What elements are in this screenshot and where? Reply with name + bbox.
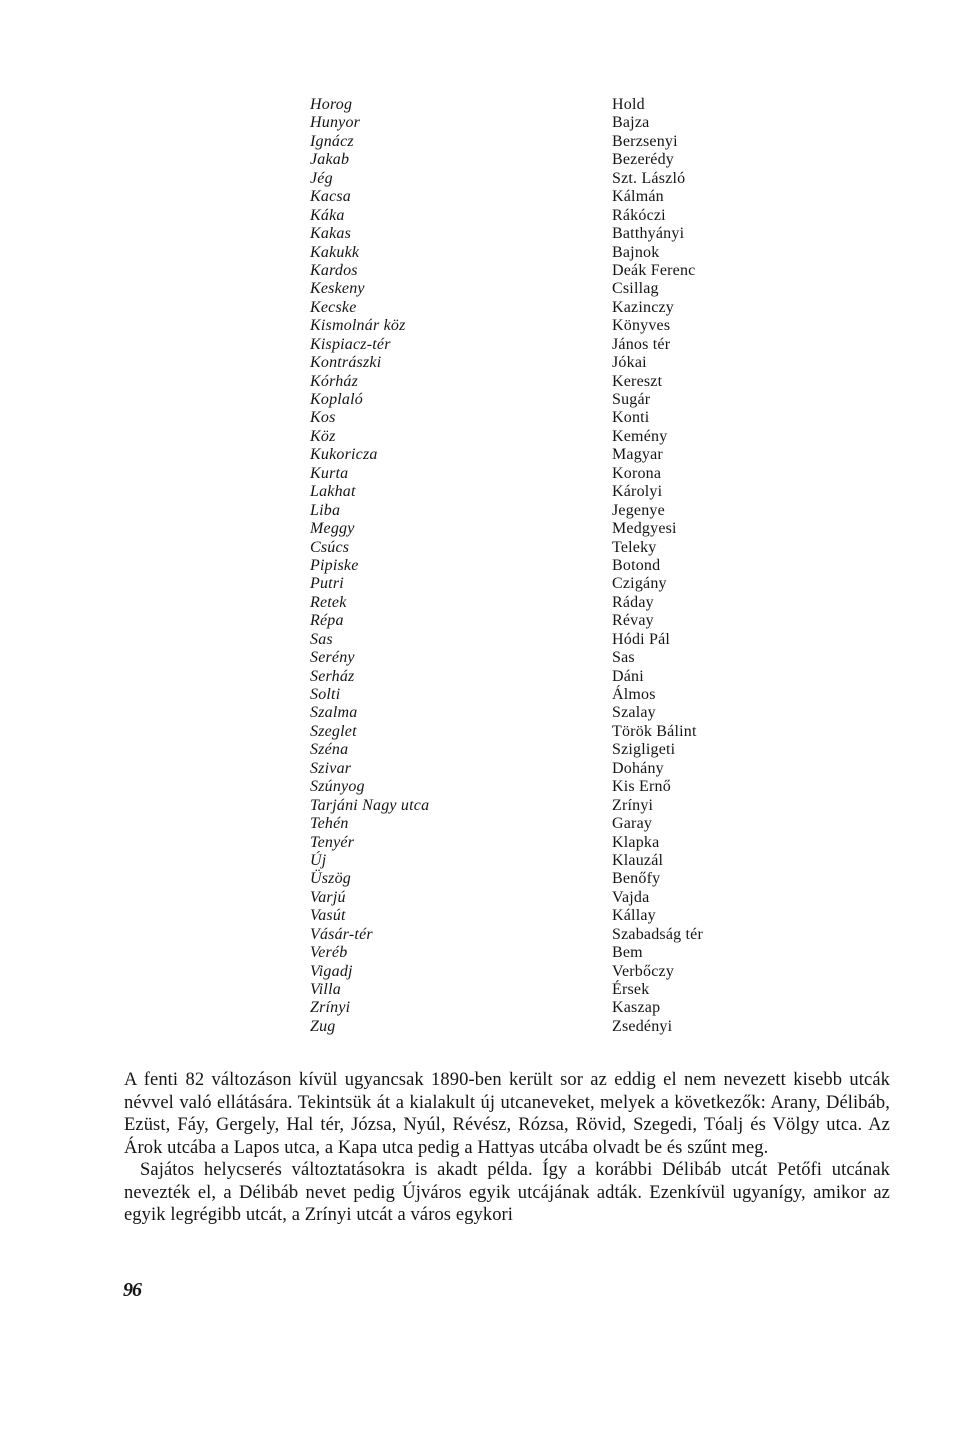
old-street-name: Kecske [310,298,357,316]
old-street-name: Kismolnár köz [310,317,406,335]
old-street-name: Liba [310,501,341,519]
old-street-name: Lakhat [310,483,356,501]
old-street-name: Kukoricza [310,446,378,464]
new-street-name: Konti [612,409,650,427]
old-street-name: Sas [310,630,333,648]
new-street-name: Szt. László [612,169,686,187]
old-street-name: Tarjáni Nagy utca [310,796,430,814]
new-street-name: Magyar [612,446,663,464]
old-street-name: Solti [310,686,341,703]
old-street-name: Jég [310,169,333,187]
new-street-name: Czigány [612,575,667,593]
old-street-name: Vasút [310,907,346,925]
new-street-name: Kállay [612,907,656,925]
old-street-name: Jakab [310,151,350,169]
new-street-name: Bajza [612,114,650,132]
paragraph-1: A fenti 82 változáson kívül ugyancsak 1890-ben került sor az eddig el nem nevezett kisebb utcák névvel való ellátására. Tekintsük át a kialakult új utcaneveket, melyek a következők: Arany, Délibáb, Ezüst, Fáy, Gergely, Hal tér, Józsa, Nyúl, Révész, Rózsa, Rövid, Szegedi, Tóalj és Völgy utca. Az Árok utcába a Lapos utca, a Kapa utca pedig a Hattyas utcába olvadt be és szűnt meg. [124,1070,890,1158]
new-street-name: Károlyi [612,483,663,501]
old-street-name: Káka [310,206,345,224]
old-street-name: Zrínyi [310,999,351,1017]
old-street-name: Répa [310,612,344,630]
new-street-name: János tér [612,335,671,353]
old-street-name: Putri [310,575,344,593]
new-street-name: Zsedényi [612,1017,673,1035]
old-street-name: Köz [310,427,336,445]
old-street-name: Veréb [310,944,348,962]
old-street-name: Kontrászki [310,354,382,372]
new-street-name: Verbőczy [612,962,675,980]
old-street-name: Szivar [310,759,352,777]
new-street-name: Dohány [612,759,664,777]
old-street-name: Tehén [310,815,349,833]
old-street-name: Koplaló [310,391,363,408]
new-street-name: Kazinczy [612,298,675,316]
old-street-name: Szúnyog [310,778,365,796]
old-street-name: Kos [310,409,336,427]
new-street-name: Sugár [612,391,651,408]
new-street-name: Hold [612,96,645,113]
old-street-name: Horog [310,96,353,113]
new-street-name: Kemény [612,427,668,445]
new-street-name: Török Bálint [612,722,697,740]
old-street-name: Üszög [310,870,352,888]
old-street-name: Vásár-tér [310,925,373,943]
page-number: 96 [123,1279,141,1301]
old-street-name: Hunyor [310,114,361,132]
new-street-name: Deák Ferenc [612,261,696,279]
new-street-name: Szabadság tér [612,925,704,943]
old-street-name: Zug [310,1017,336,1035]
new-street-name: Benőfy [612,870,661,888]
new-street-name: Sas [612,649,635,667]
new-street-name: Kereszt [612,372,663,390]
paragraph-2: Sajátos helycserés változtatásokra is akadt példa. Így a korábbi Délibáb utcát Petőfi utcának nevezték el, a Délibáb nevet pedig Újváros egyik utcájának adták. Ezenkívül ugyanígy, amikor az egyik legrégibb utcát, a Zrínyi utcát a város egykori [124,1160,890,1225]
new-street-name: Kálmán [612,188,664,206]
new-street-name: Hódi Pál [612,630,671,648]
old-street-name: Kacsa [310,188,351,206]
new-street-name: Vajda [612,888,650,906]
new-street-name: Kaszap [612,999,661,1017]
old-street-name: Tenyér [310,833,355,851]
old-street-names-column [310,96,429,1036]
old-street-name: Serház [310,667,355,685]
old-street-name: Csúcs [310,538,350,556]
old-street-name: Széna [310,741,349,759]
old-street-name: Kurta [310,464,349,482]
new-street-name: Korona [612,464,662,482]
new-street-name: Szalay [612,704,656,722]
new-street-name: Álmos [612,686,656,703]
new-street-name: Rákóczi [612,206,666,224]
new-street-name: Klapka [612,833,660,851]
new-street-name: Révay [612,612,654,630]
new-street-name: Botond [612,556,661,574]
new-street-name: Klauzál [612,851,664,869]
new-street-name: Bezerédy [612,151,675,169]
old-street-name: Kórház [310,372,359,390]
old-street-name: Vigadj [310,962,353,980]
old-street-name: Kakas [310,225,351,243]
new-street-name: Bem [612,944,643,962]
new-street-name: Berzsenyi [612,132,678,150]
new-street-name: Garay [612,815,653,833]
new-street-name: Könyves [612,317,671,335]
new-street-name: Jókai [612,354,647,372]
old-street-name: Új [310,851,327,869]
new-street-name: Batthyányi [612,225,685,243]
old-street-name: Kardos [310,261,358,279]
old-street-name: Meggy [310,520,355,538]
old-street-name: Ignácz [310,132,354,150]
old-street-name: Varjú [310,888,346,906]
new-street-name: Medgyesi [612,520,677,538]
new-street-name: Dáni [612,667,644,685]
body-text [124,1069,890,1227]
new-street-name: Ráday [612,593,654,611]
new-street-name: Kis Ernő [612,778,671,796]
old-street-name: Kakukk [310,243,360,261]
new-street-name: Érsek [612,981,650,998]
old-street-name: Pipiske [310,556,359,574]
new-street-name: Szigligeti [612,741,676,759]
old-street-name: Keskeny [310,280,365,298]
old-street-name: Serény [310,649,355,667]
new-street-name: Zrínyi [612,796,654,814]
old-street-name: Retek [310,593,347,611]
old-street-name: Villa [310,981,341,998]
new-street-name: Csillag [612,280,659,298]
new-street-name: Jegenye [612,501,665,519]
new-street-name: Bajnok [612,243,660,261]
new-street-names-column [612,96,703,1036]
new-street-name: Teleky [612,538,657,556]
old-street-name: Kispiacz-tér [310,335,391,353]
old-street-name: Szalma [310,704,358,722]
old-street-name: Szeglet [310,722,357,740]
